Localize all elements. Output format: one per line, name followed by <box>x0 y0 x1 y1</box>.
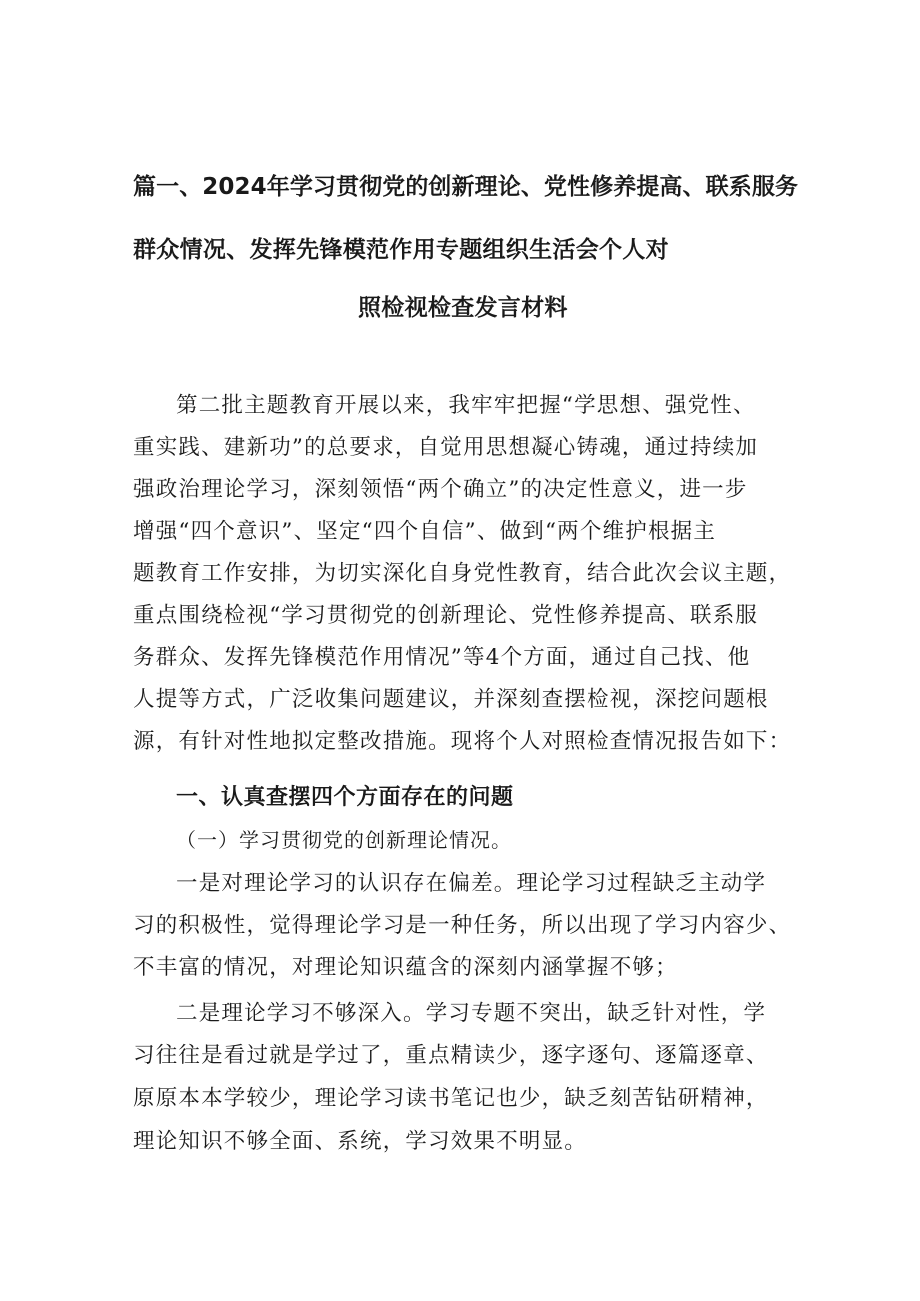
intro-line: 增强“四个意识”、坚定“四个自信”、做到“两个维护根据主 <box>133 519 717 544</box>
intro-line: 强政治理论学习，深刻领悟“两个确立”的决定性意义，进一步 <box>133 477 748 502</box>
paragraph-line: 习的积极性，觉得理论学习是一种任务，所以出现了学习内容少、 <box>133 913 792 938</box>
document-title-line-2: 群众情况、发挥先锋模范作用专题组织生活会个人对 <box>133 237 669 263</box>
intro-line: 务群众、发挥先锋模范作用情况”等4个方面，通过自己找、他 <box>133 645 751 670</box>
paragraph-line: 理论知识不够全面、系统，学习效果不明显。 <box>133 1129 588 1154</box>
paragraph-line: 一是对理论学习的认识存在偏差。理论学习过程缺乏主动学 <box>176 871 767 896</box>
section-heading: 一、认真查摆四个方面存在的问题 <box>176 785 514 810</box>
document-title-line-1: 篇一、2024年学习贯彻党的创新理论、党性修养提高、联系服务 <box>133 174 799 200</box>
intro-line: 重实践、建新功”的总要求，自觉用思想凝心铸魂，通过持续加 <box>133 435 759 460</box>
intro-line: 人提等方式，广泛收集问题建议，并深刻查摆检视，深挖问题根 <box>133 687 769 712</box>
paragraph-line: 习往往是看过就是学过了，重点精读少，逐字逐句、逐篇逐章、 <box>133 1043 769 1068</box>
intro-line: 重点围绕检视“学习贯彻党的创新理论、党性修养提高、联系服 <box>133 603 759 628</box>
paragraph-line: 二是理论学习不够深入。学习专题不突出，缺乏针对性，学 <box>176 1001 767 1026</box>
subsection-heading: （一）学习贯彻党的创新理论情况。 <box>176 828 512 852</box>
paragraph-line: 原原本本学较少，理论学习读书笔记也少，缺乏刻苦钻研精神， <box>133 1086 769 1111</box>
intro-line: 第二批主题教育开展以来，我牢牢把握“学思想、强党性、 <box>176 393 756 418</box>
intro-line: 源，有针对性地拟定整改措施。现将个人对照检查情况报告如下： <box>133 729 792 754</box>
document-title-line-3: 照检视检查发言材料 <box>358 295 568 321</box>
intro-line: 题教育工作安排，为切实深化自身党性教育，结合此次会议主题， <box>133 561 792 586</box>
paragraph-line: 不丰富的情况，对理论知识蕴含的深刻内涵掌握不够； <box>133 955 678 980</box>
